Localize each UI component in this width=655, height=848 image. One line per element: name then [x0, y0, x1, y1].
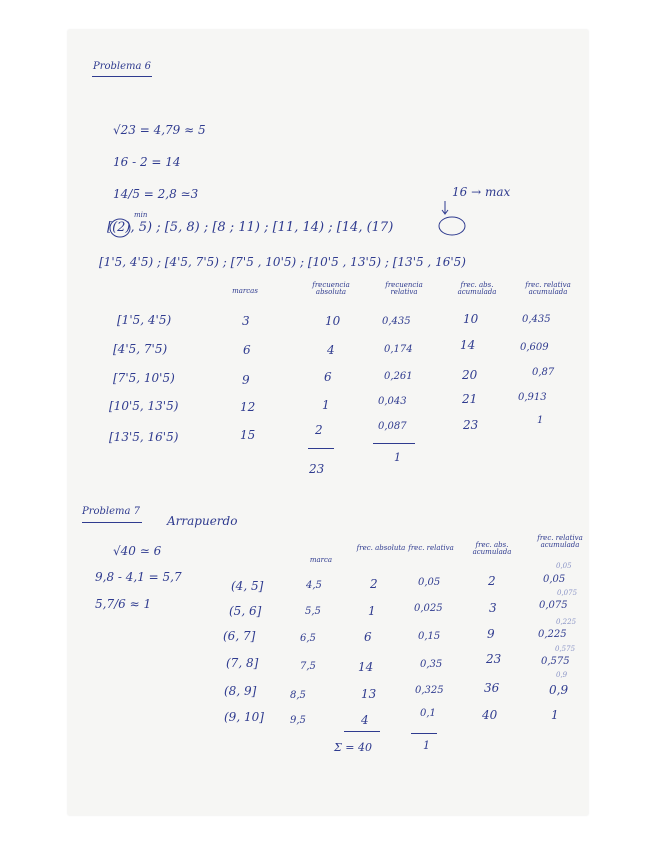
p6-header-fra: frec. relativa acumulada [525, 281, 571, 297]
p7-fra-alt: 0,225 [556, 618, 577, 626]
p7-faa: 40 [482, 708, 498, 722]
p6-faa: 10 [463, 312, 479, 326]
p6-interval: [13'5, 16'5) [109, 430, 179, 444]
p6-marca: 15 [240, 428, 256, 442]
p6-faa: 14 [460, 338, 476, 352]
p7-marca: 7,5 [300, 661, 316, 672]
p7-fra: 0,225 [538, 629, 567, 640]
p7-interval: (9, 10] [224, 710, 264, 724]
p7-fa: 6 [364, 630, 372, 644]
p7-header-fa: frec. absoluta [356, 544, 406, 552]
p6-intervals-int: [(2), 5) ; [5, 8) ; [8 ; 11) ; [11, 14) ; [14, (17) [107, 220, 394, 235]
p7-total-fr: 1 [423, 739, 430, 752]
p7-fra-alt: 0,575 [555, 645, 576, 653]
p6-fr: 0,174 [384, 344, 413, 355]
p7-fra: 1 [551, 708, 559, 722]
p7-header-fr: frec. relativa [408, 544, 454, 552]
p6-line-sqrt: √23 = 4,79 ≈ 5 [113, 123, 206, 137]
p6-fa: 1 [322, 398, 330, 412]
p7-marca: 5,5 [305, 606, 321, 617]
p6-marca: 12 [240, 400, 256, 414]
p6-fa: 4 [327, 343, 335, 357]
p6-faa: 23 [463, 418, 479, 432]
p7-line-range: 9,8 - 4,1 = 5,7 [95, 570, 182, 584]
p7-fra: 0,9 [549, 683, 569, 697]
problem7-subtitle: Arrapuerdo [167, 514, 238, 528]
p6-fra: 0,609 [520, 342, 549, 353]
p7-interval: (8, 9] [224, 684, 257, 698]
p7-fr: 0,1 [420, 708, 436, 719]
p6-header-marca: marcas [232, 287, 258, 295]
p6-line-range: 16 - 2 = 14 [113, 155, 181, 169]
p7-fra-alt: 0,9 [556, 671, 568, 679]
p7-faa: 3 [489, 601, 497, 615]
p6-fra: 1 [537, 415, 544, 426]
p7-interval: (7, 8] [226, 656, 259, 670]
p6-faa: 20 [462, 368, 478, 382]
p7-fr: 0,35 [420, 659, 443, 670]
p7-fa: 14 [358, 660, 374, 674]
p7-fra: 0,575 [541, 656, 570, 667]
paper-sheet [68, 30, 588, 815]
p6-fr: 0,435 [382, 316, 411, 327]
p7-marca: 6,5 [300, 633, 316, 644]
p7-header-faa: frec. abs. acumulada [472, 541, 512, 557]
p7-fa: 1 [368, 604, 376, 618]
p6-fr: 0,087 [378, 421, 407, 432]
p6-line-width: 14/5 = 2,8 ≃3 [113, 187, 199, 201]
p6-fa: 2 [315, 423, 323, 437]
p7-total-fa-underline [344, 731, 380, 732]
p7-total-fr-underline [411, 733, 437, 734]
p6-total-fr-underline [373, 443, 415, 444]
p6-fra: 0,435 [522, 314, 551, 325]
p7-interval: (6, 7] [223, 629, 256, 643]
p6-fr: 0,043 [378, 396, 407, 407]
p7-total-fa: Σ = 40 [334, 741, 372, 754]
p6-header-faa: frec. abs. acumulada [457, 281, 497, 297]
p6-fr: 0,261 [384, 371, 413, 382]
p7-fa: 2 [370, 577, 378, 591]
p7-fa: 4 [361, 713, 369, 727]
p7-fa: 13 [361, 687, 377, 701]
problem6-title: Problema 6 [93, 61, 152, 72]
p6-interval: [1'5, 4'5) [117, 313, 172, 327]
p6-marca: 9 [242, 373, 250, 387]
p7-fra: 0,075 [539, 600, 568, 611]
p7-header-marca: marca [309, 556, 333, 564]
p6-intervals-dec: [1'5, 4'5) ; [4'5, 7'5) ; [7'5 , 10'5) ; [10'5 , 13'5) ; [13'5 , 16'5) [99, 255, 466, 269]
circle-mark-icon [437, 215, 467, 237]
p7-faa: 9 [487, 627, 495, 641]
p6-total-fr: 1 [394, 451, 401, 464]
p7-marca: 8,5 [290, 690, 306, 701]
problem6-title-underline [92, 76, 152, 77]
p6-marca: 6 [243, 343, 251, 357]
p7-line-sqrt: √40 ≃ 6 [113, 544, 162, 558]
p6-faa: 21 [462, 392, 478, 406]
p7-fra-alt: 0,075 [557, 589, 578, 597]
p6-total-fa: 23 [309, 462, 325, 476]
problem7-title: Problema 7 [82, 506, 141, 517]
p7-marca: 4,5 [306, 580, 322, 591]
p6-fra: 0,87 [532, 367, 555, 378]
p7-interval: (4, 5] [231, 579, 264, 593]
p7-fr: 0,025 [414, 603, 443, 614]
p7-header-fra: frec. relativa acumulada [537, 534, 583, 550]
p7-fra: 0,05 [543, 574, 566, 585]
p7-faa: 23 [486, 652, 502, 666]
p6-fa: 10 [325, 314, 341, 328]
p6-interval: [10'5, 13'5) [109, 399, 179, 413]
p6-fra: 0,913 [518, 392, 547, 403]
p7-faa: 36 [484, 681, 500, 695]
arrow-down-icon [440, 201, 450, 215]
p7-interval: (5, 6] [229, 604, 262, 618]
p6-max-note: 16 → max [452, 185, 511, 199]
p6-fa: 6 [324, 370, 332, 384]
p7-line-width: 5,7/6 ≈ 1 [95, 597, 152, 611]
circle-mark-icon [108, 217, 132, 239]
p7-fr: 0,05 [418, 577, 441, 588]
p7-fr: 0,325 [415, 685, 444, 696]
p6-min-note: min [134, 211, 148, 219]
p7-fr: 0,15 [418, 631, 441, 642]
p6-marca: 3 [242, 314, 250, 328]
p6-interval: [7'5, 10'5) [113, 371, 175, 385]
p6-header-fa: frecuencia absoluta [312, 281, 350, 297]
p6-interval: [4'5, 7'5) [113, 342, 168, 356]
p6-header-fr: frecuencia relativa [385, 281, 423, 297]
p6-total-fa-underline [308, 448, 334, 449]
problem7-title-underline [82, 522, 142, 523]
p7-marca: 9,5 [290, 715, 306, 726]
p7-fra-alt: 0,05 [556, 562, 572, 570]
p7-faa: 2 [488, 574, 496, 588]
